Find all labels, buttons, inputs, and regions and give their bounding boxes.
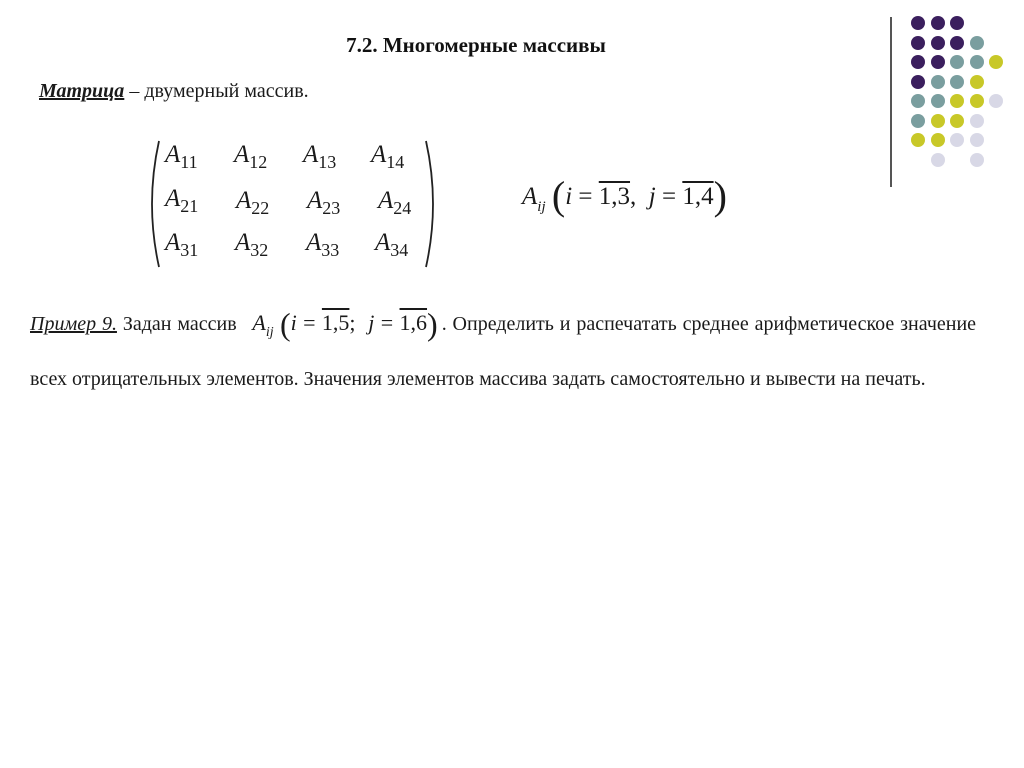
- decorative-dot: [989, 94, 1003, 108]
- decorative-dot: [931, 55, 945, 69]
- decorative-dot-grid: [911, 16, 1011, 176]
- matrix-cell: $A_{34}$: [375, 229, 409, 260]
- matrix-display: [143, 137, 443, 271]
- decorative-dot: [911, 16, 925, 30]
- matrix-cell: $A_{14}$: [371, 141, 405, 172]
- example-label: Пример 9.: [30, 313, 117, 335]
- matrix-cell: $A_{21}$: [165, 185, 199, 216]
- decorative-dot: [970, 114, 984, 128]
- matrix-cell: $A_{12}$: [234, 141, 268, 172]
- decorative-dot: [931, 114, 945, 128]
- decorative-dot: [950, 75, 964, 89]
- decorative-dot: [950, 36, 964, 50]
- decorative-dot: [911, 133, 925, 147]
- decorative-dot: [950, 114, 964, 128]
- decorative-dot: [950, 133, 964, 147]
- definition-line: [39, 80, 309, 103]
- decorative-dot: [989, 55, 1003, 69]
- page-title: 7.2. Многомерные массивы: [346, 33, 606, 57]
- decorative-dot: [970, 94, 984, 108]
- index-range-formula: $A_{ij}$ (i = 1,3, j = 1,4): [522, 173, 727, 218]
- decorative-dot: [911, 36, 925, 50]
- decorative-dot: [911, 114, 925, 128]
- definition-term: Матрица: [39, 80, 125, 102]
- matrix-cell: $A_{32}$: [235, 229, 269, 260]
- matrix-cell: $A_{11}$: [165, 141, 198, 172]
- decorative-dot: [970, 153, 984, 167]
- matrix-cell: $A_{13}$: [303, 141, 337, 172]
- decorative-dot: [931, 36, 945, 50]
- decorative-dot: [950, 55, 964, 69]
- matrix-cell: $A_{24}$: [378, 187, 412, 218]
- decorative-dot: [911, 55, 925, 69]
- decorative-dot: [931, 16, 945, 30]
- matrix-cell: $A_{23}$: [307, 187, 341, 218]
- decorative-dot: [911, 94, 925, 108]
- example-body: . Определить и распечатать среднее арифметическое значение всех отрицательных элементов. Значения элементов массива задать самостоятельно и вывести на печать.: [30, 313, 977, 390]
- matrix-cell: $A_{33}$: [306, 229, 340, 260]
- definition-text: двумерный массив.: [144, 80, 309, 102]
- decorative-dot: [950, 16, 964, 30]
- decorative-dot: [931, 94, 945, 108]
- example-paragraph: [30, 300, 976, 402]
- decorative-dot: [970, 75, 984, 89]
- decorative-dot: [911, 75, 925, 89]
- example-lead: Задан массив: [122, 313, 237, 335]
- example-formula: $A_{ij}$ (i = 1,5; j = 1,6): [252, 306, 438, 342]
- decorative-dot: [931, 75, 945, 89]
- definition-dash: –: [124, 80, 145, 102]
- matrix-cell: $A_{31}$: [165, 229, 199, 260]
- left-bracket: [152, 141, 159, 267]
- decorative-dot: [970, 55, 984, 69]
- decorative-divider: [890, 17, 892, 187]
- matrix-cell: $A_{22}$: [236, 187, 270, 218]
- decorative-dot: [931, 153, 945, 167]
- decorative-dot: [931, 133, 945, 147]
- decorative-dot: [970, 133, 984, 147]
- decorative-dot: [970, 36, 984, 50]
- right-bracket: [426, 141, 433, 267]
- decorative-dot: [950, 94, 964, 108]
